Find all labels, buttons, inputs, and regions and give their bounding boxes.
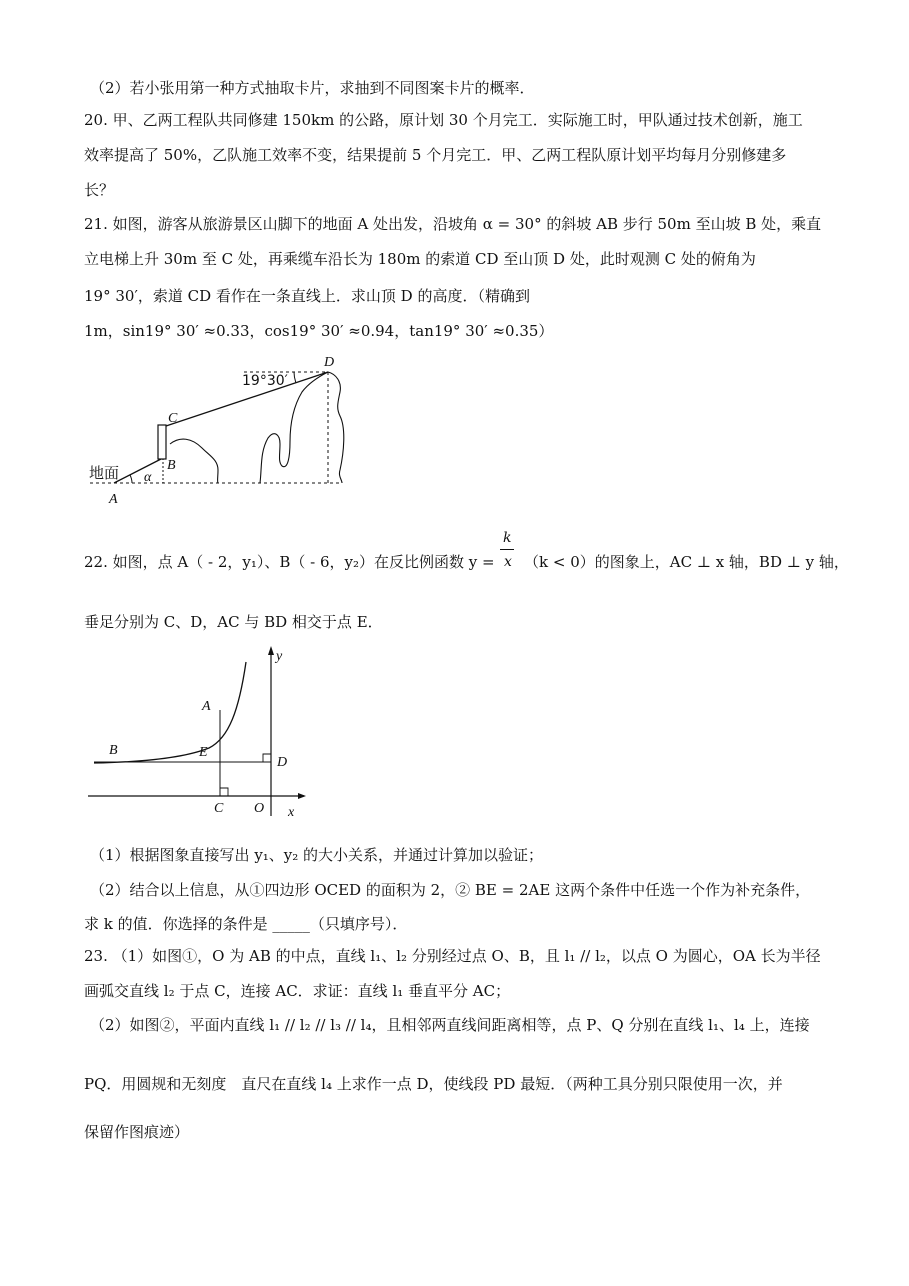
q23-line3: （2）如图②，平面内直线 l₁ // l₂ // l₃ // l₄，且相邻两直线间距离相等，点 P、Q 分别在直线 l₁、l₄ 上，连接 <box>90 1016 810 1034</box>
q21-line1: 21. 如图，游客从旅游景区山脚下的地面 A 处出发，沿坡角 α = 30° 的斜坡 AB 步行 50m 至山坡 B 处，乘直 <box>84 215 822 233</box>
point-b-label: B <box>167 458 176 473</box>
q22-line1-part2: （k < 0）的图象上，AC ⊥ x 轴，BD ⊥ y 轴， <box>524 553 849 571</box>
fraction-bar <box>500 549 514 550</box>
x-axis-label: x <box>288 805 295 820</box>
angle-label: 19°30′ <box>242 373 288 389</box>
q21-line4: 1m，sin19° 30′ ≈0.33，cos19° 30′ ≈0.94，tan19° 30′ ≈0.35） <box>84 322 554 340</box>
hyperbola-figure <box>84 640 314 820</box>
mountain-figure <box>84 352 354 510</box>
q20-line2: 效率提高了 50%，乙队施工效率不变，结果提前 5 个月完工．甲、乙两工程队原计划平均每月分别修建多 <box>84 146 787 164</box>
q20-line3: 长？ <box>84 181 115 199</box>
point-b-label: B <box>109 743 118 758</box>
fraction-numerator: k <box>503 530 512 546</box>
q23-line2: 画弧交直线 l₂ 于点 C，连接 AC．求证：直线 l₁ 垂直平分 AC； <box>84 982 511 1000</box>
point-d-label: D <box>324 355 335 370</box>
q21-line3: 19° 30′，索道 CD 看作在一条直线上．求山顶 D 的高度．（精确到 <box>84 287 530 305</box>
q23-line5: 保留作图痕迹） <box>84 1123 190 1141</box>
point-c-label: C <box>214 801 224 816</box>
point-a-label: A <box>202 699 211 714</box>
q21-line2: 立电梯上升 30m 至 C 处，再乘缆车沿长为 180m 的索道 CD 至山顶 D 处，此时观测 C 处的俯角为 <box>84 250 756 268</box>
y-axis-label: y <box>276 649 283 664</box>
q22-line1-part1: 22. 如图，点 A（ - 2，y₁）、B（ - 6，y₂）在反比例函数 y = <box>84 553 495 571</box>
q23-line1: 23. （1）如图①，O 为 AB 的中点，直线 l₁、l₂ 分别经过点 O、B，且 l₁ // l₂，以点 O 为圆心，OA 长为半径 <box>84 947 821 965</box>
point-d-label: D <box>277 755 288 770</box>
q22-part1: （1）根据图象直接写出 y₁、y₂ 的大小关系，并通过计算加以验证； <box>90 846 544 864</box>
origin-label: O <box>254 801 265 816</box>
point-e-label: E <box>199 745 208 760</box>
ground-label: 地面 <box>89 464 120 482</box>
q22-part3: 求 k 的值．你选择的条件是 _____（只填序号）． <box>84 915 408 933</box>
q19-part2: （2）若小张用第一种方式抽取卡片，求抽到不同图案卡片的概率． <box>90 79 535 97</box>
point-c-label: C <box>168 411 178 426</box>
alpha-label: α <box>144 470 152 485</box>
fraction-denominator: x <box>504 554 512 570</box>
q20-line1: 20. 甲、乙两工程队共同修建 150km 的公路，原计划 30 个月完工．实际施工时，甲队通过技术创新，施工 <box>84 111 803 129</box>
point-a-label: A <box>109 492 118 507</box>
q22-line2: 垂足分别为 C、D，AC 与 BD 相交于点 E． <box>84 613 383 631</box>
q23-line4: PQ．用圆规和无刻度 直尺在直线 l₄ 上求作一点 D，使线段 PD 最短．（两种工具分别只限使用一次，并 <box>84 1075 783 1093</box>
q22-part2: （2）结合以上信息，从①四边形 OCED 的面积为 2，② BE = 2AE 这两个条件中任选一个作为补充条件， <box>90 881 811 899</box>
